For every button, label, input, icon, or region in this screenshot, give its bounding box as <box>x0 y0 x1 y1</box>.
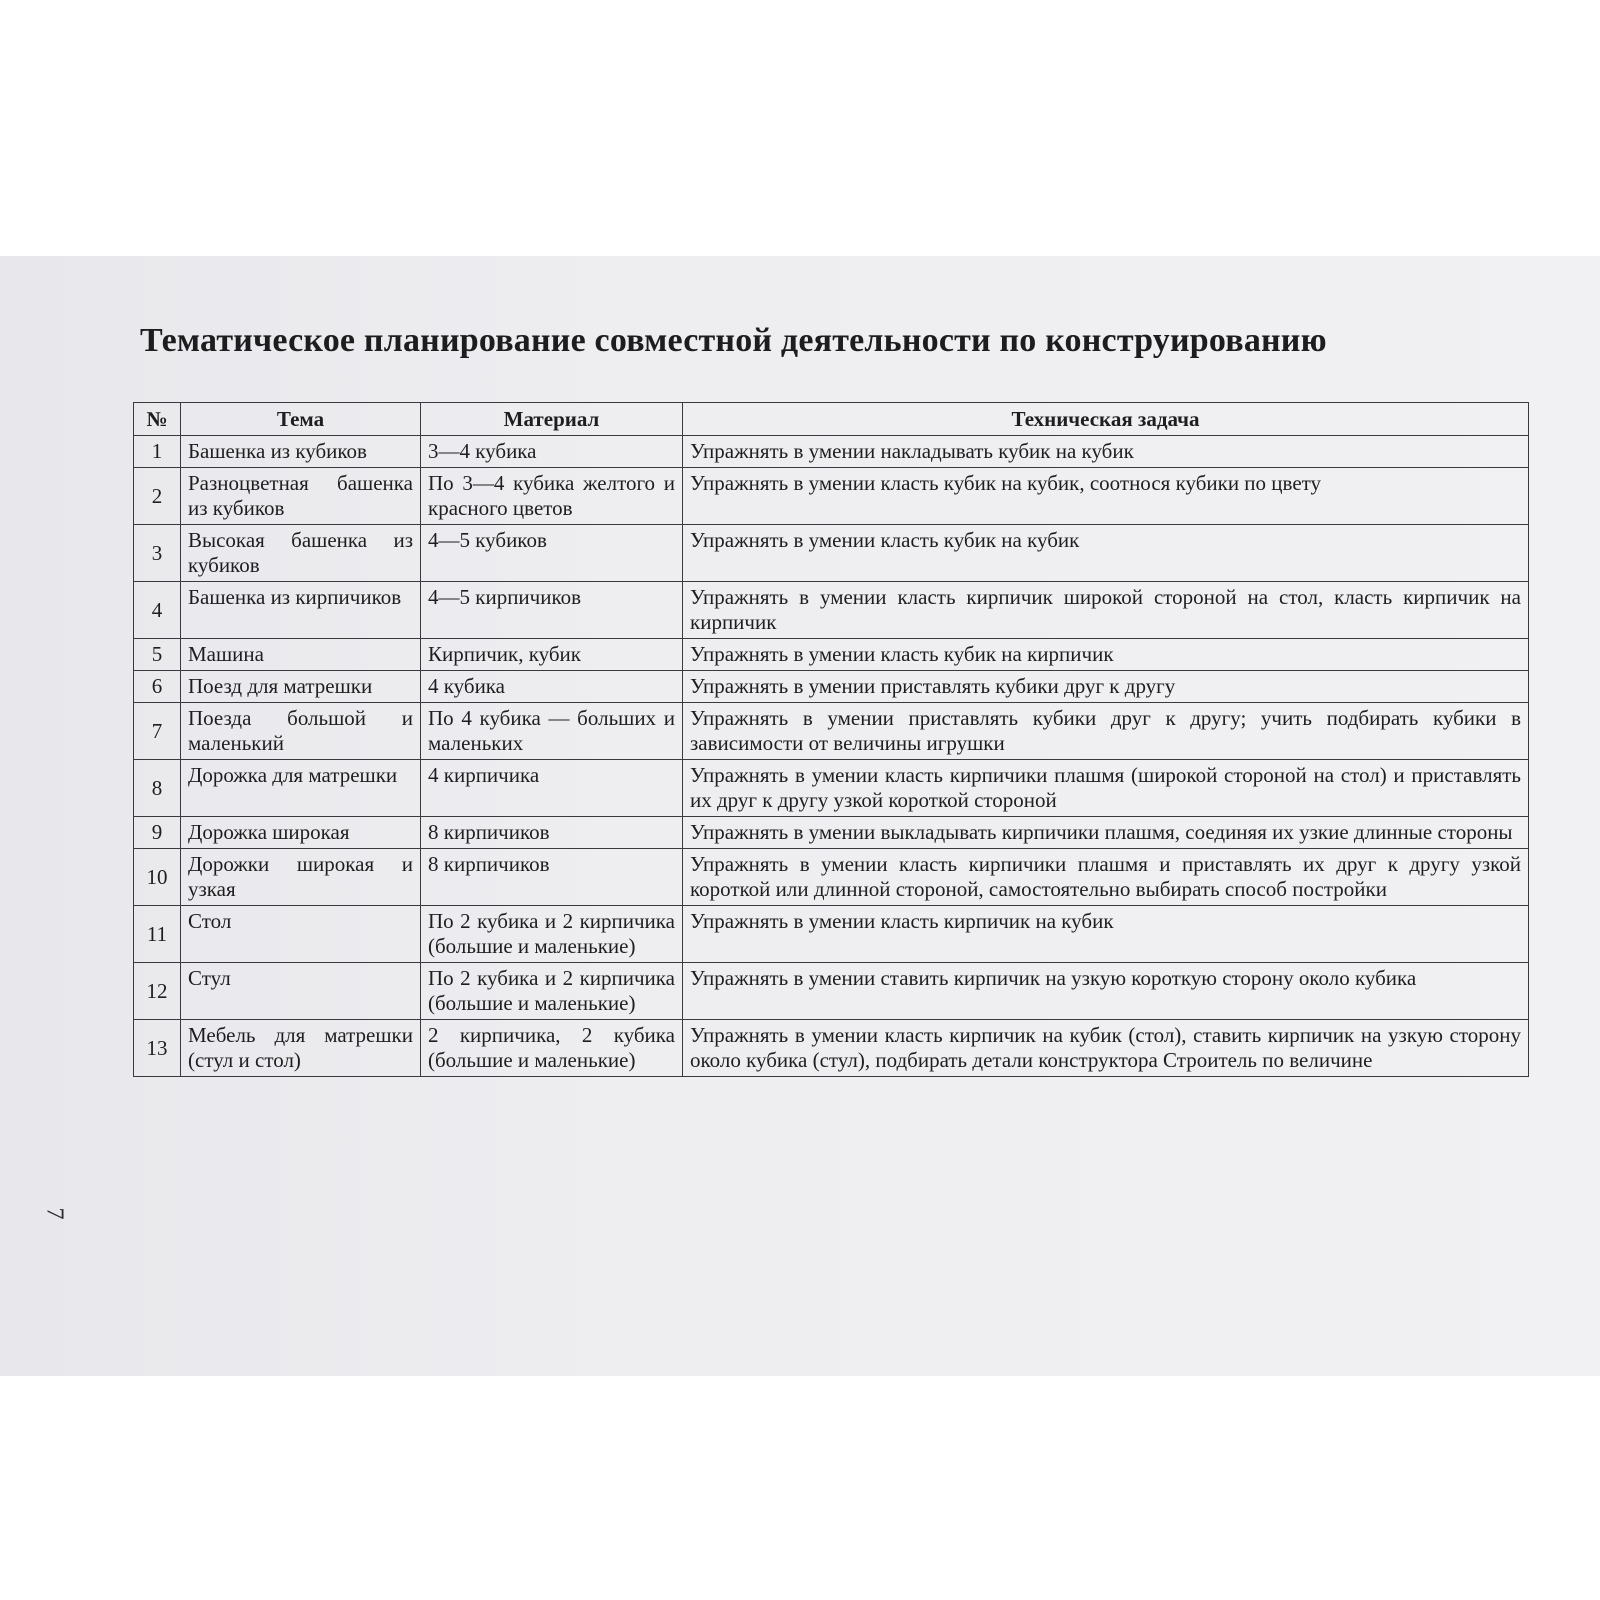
row-number: 7 <box>134 703 181 760</box>
row-material: Кирпичик, кубик <box>421 639 683 671</box>
table-row <box>134 582 1529 639</box>
row-material: 8 кирпичиков <box>421 849 683 906</box>
row-theme: Мебель для матрешки (стул и стол) <box>181 1020 421 1077</box>
row-material: По 3—4 кубика желтого и красного цветов <box>421 468 683 525</box>
row-theme: Дорожка для матрешки <box>181 760 421 817</box>
row-number: 4 <box>134 582 181 639</box>
row-task: Упражнять в умении выкладывать кирпичики плашмя, соединяя их узкие длинные стороны <box>683 817 1529 849</box>
row-theme: Дорожки широкая и узкая <box>181 849 421 906</box>
table-row <box>134 525 1529 582</box>
row-task: Упражнять в умении класть кирпичик на кубик (стол), ставить кирпичик на узкую сторону около кубика (стул), подбирать детали конструктора Строитель по величине <box>683 1020 1529 1077</box>
header-theme: Тема <box>181 403 421 436</box>
row-material: По 2 кубика и 2 кирпичика (большие и маленькие) <box>421 906 683 963</box>
row-task: Упражнять в умении класть кирпичики плашмя (широкой стороной на стол) и приставлять их друг к другу узкой короткой стороной <box>683 760 1529 817</box>
row-material: По 4 кубика — больших и маленьких <box>421 703 683 760</box>
row-number: 5 <box>134 639 181 671</box>
header-num: № <box>134 403 181 436</box>
row-theme: Башенка из кирпичиков <box>181 582 421 639</box>
table-row <box>134 671 1529 703</box>
row-task: Упражнять в умении класть кирпичик широкой стороной на стол, класть кирпичик на кирпичик <box>683 582 1529 639</box>
header-task: Техническая задача <box>683 403 1529 436</box>
table-row <box>134 760 1529 817</box>
row-number: 12 <box>134 963 181 1020</box>
table-row <box>134 963 1529 1020</box>
table-row <box>134 436 1529 468</box>
row-task: Упражнять в умении приставлять кубики друг к другу; учить подбирать кубики в зависимости от величины игрушки <box>683 703 1529 760</box>
row-task: Упражнять в умении класть кубик на кирпичик <box>683 639 1529 671</box>
table-row <box>134 849 1529 906</box>
row-theme: Разноцветная башенка из кубиков <box>181 468 421 525</box>
row-material: 3—4 кубика <box>421 436 683 468</box>
table-row <box>134 703 1529 760</box>
table-row <box>134 1020 1529 1077</box>
row-number: 9 <box>134 817 181 849</box>
row-theme: Поезда большой и маленький <box>181 703 421 760</box>
page-title: Тематическое планирование совместной деятельности по конструированию <box>140 322 1327 359</box>
row-number: 3 <box>134 525 181 582</box>
row-theme: Дорожка широкая <box>181 817 421 849</box>
table-header-row <box>134 403 1529 436</box>
row-task: Упражнять в умении класть кубик на кубик, соотнося кубики по цвету <box>683 468 1529 525</box>
row-material: 4 кирпичика <box>421 760 683 817</box>
table-row <box>134 906 1529 963</box>
row-number: 13 <box>134 1020 181 1077</box>
row-task: Упражнять в умении приставлять кубики друг к другу <box>683 671 1529 703</box>
row-theme: Стол <box>181 906 421 963</box>
header-material: Материал <box>421 403 683 436</box>
row-theme: Машина <box>181 639 421 671</box>
table-row <box>134 639 1529 671</box>
planning-table <box>133 402 1529 1077</box>
row-task: Упражнять в умении класть кирпичики плашмя и приставлять их друг к другу узкой короткой или длинной стороной, самостоятельно выбирать способ постройки <box>683 849 1529 906</box>
row-material: 4—5 кубиков <box>421 525 683 582</box>
row-number: 6 <box>134 671 181 703</box>
row-material: 4 кубика <box>421 671 683 703</box>
row-material: 2 кирпичика, 2 кубика (большие и маленькие) <box>421 1020 683 1077</box>
row-task: Упражнять в умении ставить кирпичик на узкую короткую сторону около кубика <box>683 963 1529 1020</box>
row-material: 4—5 кирпичиков <box>421 582 683 639</box>
page-number: 7 <box>41 1207 68 1220</box>
row-material: 8 кирпичиков <box>421 817 683 849</box>
table-row <box>134 817 1529 849</box>
row-task: Упражнять в умении класть кубик на кубик <box>683 525 1529 582</box>
row-task: Упражнять в умении класть кирпичик на кубик <box>683 906 1529 963</box>
row-number: 1 <box>134 436 181 468</box>
row-theme: Поезд для матрешки <box>181 671 421 703</box>
row-number: 11 <box>134 906 181 963</box>
row-theme: Стул <box>181 963 421 1020</box>
row-theme: Башенка из кубиков <box>181 436 421 468</box>
row-task: Упражнять в умении накладывать кубик на кубик <box>683 436 1529 468</box>
row-number: 2 <box>134 468 181 525</box>
row-theme: Высокая башенка из кубиков <box>181 525 421 582</box>
row-number: 8 <box>134 760 181 817</box>
row-material: По 2 кубика и 2 кирпичика (большие и маленькие) <box>421 963 683 1020</box>
table-row <box>134 468 1529 525</box>
row-number: 10 <box>134 849 181 906</box>
